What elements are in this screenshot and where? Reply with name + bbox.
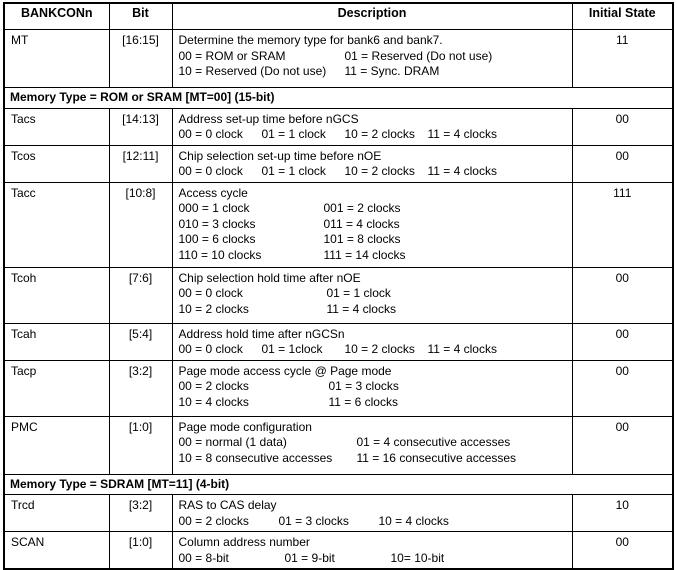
initial-state-value: 10	[572, 495, 673, 532]
option-line	[179, 232, 568, 248]
option-line	[179, 395, 568, 411]
field-description	[172, 360, 572, 416]
option-value: 01 = 3 clocks	[328, 379, 399, 393]
section-divider-row	[4, 474, 673, 495]
field-name: Tcoh	[4, 267, 109, 323]
description-title: RAS to CAS delay	[178, 498, 277, 512]
description-title: Determine the memory type for bank6 and bank7.	[178, 33, 443, 47]
column-header-bankconn: BANKCONn	[4, 3, 109, 30]
option-line	[179, 302, 568, 318]
section-label: Memory Type = ROM or SRAM [MT=00] (15-bit)	[4, 88, 673, 109]
option-value: 11 = 4 clocks	[427, 342, 497, 356]
field-row-pmc	[4, 416, 673, 474]
option-value: 01 = 3 clocks	[278, 513, 349, 528]
bit-range: [1:0]	[109, 416, 172, 474]
column-header-bit: Bit	[109, 3, 172, 30]
table-header-row	[4, 3, 673, 30]
bit-range: [12:11]	[109, 145, 172, 182]
field-row-tcah	[4, 323, 673, 360]
field-name: Trcd	[4, 495, 109, 532]
description-title: Address hold time after nGCSn	[178, 326, 345, 341]
option-value: 00 = 8-bit	[178, 550, 229, 565]
description-title: Chip selection hold time after nOE	[178, 270, 361, 285]
bit-range: [14:13]	[109, 108, 172, 145]
field-name: Tcos	[4, 145, 109, 182]
option-line	[179, 379, 568, 395]
option-line	[179, 435, 568, 451]
field-description	[172, 323, 572, 360]
bit-range: [3:2]	[109, 360, 172, 416]
field-row-tcoh	[4, 267, 673, 323]
field-row-tacs	[4, 108, 673, 145]
field-name: SCAN	[4, 532, 109, 570]
option-value: 00 = 2 clocks	[178, 379, 249, 393]
option-line	[179, 49, 568, 65]
description-title: Page mode access cycle @ Page mode	[178, 363, 392, 378]
section-label: Memory Type = SDRAM [MT=11] (4-bit)	[4, 474, 673, 495]
bit-range: [1:0]	[109, 532, 172, 570]
field-description	[172, 30, 572, 88]
initial-state-value: 00	[572, 532, 673, 570]
section-divider-row	[4, 88, 673, 109]
option-value: 01 = 1 clock	[261, 164, 326, 178]
option-line	[179, 514, 568, 530]
field-row-scan	[4, 532, 673, 570]
field-name: MT	[4, 30, 109, 88]
option-value: 10= 10-bit	[390, 550, 445, 565]
option-line	[179, 451, 568, 467]
initial-state-value: 00	[572, 360, 673, 416]
option-value: 101 = 8 clocks	[323, 232, 401, 246]
field-description	[172, 145, 572, 182]
field-description	[172, 495, 572, 532]
option-value: 11 = Sync. DRAM	[344, 64, 440, 78]
initial-state-value: 00	[572, 267, 673, 323]
bankcon-register-table	[3, 2, 674, 570]
option-value: 11 = 4 clocks	[427, 164, 497, 178]
option-value: 11 = 4 clocks	[326, 301, 396, 316]
initial-state-value: 00	[572, 108, 673, 145]
option-value: 100 = 6 clocks	[178, 232, 256, 246]
field-row-tacc	[4, 182, 673, 267]
option-value: 00 = 0 clock	[178, 127, 243, 141]
bit-range: [16:15]	[109, 30, 172, 88]
option-value: 01 = 1 clock	[261, 127, 326, 141]
column-header-initial-state: Initial State	[572, 3, 673, 30]
option-value: 10 = 2 clocks	[344, 164, 415, 178]
initial-state-value: 00	[572, 323, 673, 360]
option-value: 00 = 0 clock	[178, 286, 243, 300]
field-row-tacp	[4, 360, 673, 416]
option-value: 01 = 1 clock	[326, 286, 391, 300]
bit-range: [10:8]	[109, 182, 172, 267]
option-line	[179, 248, 568, 264]
option-value: 110 = 10 clocks	[178, 247, 262, 262]
option-line	[179, 201, 568, 217]
option-value: 00 = normal (1 data)	[178, 435, 287, 449]
field-description	[172, 532, 572, 570]
field-row-trcd	[4, 495, 673, 532]
option-value: 01 = 9-bit	[284, 550, 335, 565]
field-description	[172, 108, 572, 145]
description-title: Column address number	[178, 535, 310, 549]
description-title: Chip selection set-up time before nOE	[178, 148, 382, 163]
option-value: 10 = Reserved (Do not use)	[178, 64, 327, 78]
option-value: 11 = 4 clocks	[427, 127, 497, 141]
option-value: 001 = 2 clocks	[323, 201, 401, 215]
option-value: 000 = 1 clock	[178, 201, 250, 215]
option-line	[179, 64, 568, 80]
table-body	[4, 30, 673, 570]
option-value: 00 = 0 clock	[178, 164, 243, 178]
column-header-description: Description	[172, 3, 572, 30]
field-name: Tacs	[4, 108, 109, 145]
option-value: 00 = 0 clock	[178, 342, 243, 356]
option-value: 10 = 2 clocks	[344, 342, 415, 356]
description-title: Address set-up time before nGCS	[178, 111, 359, 126]
field-name: Tacp	[4, 360, 109, 416]
option-value: 11 = 6 clocks	[328, 394, 398, 409]
option-line	[179, 127, 568, 143]
option-value: 01 = 4 consecutive accesses	[356, 435, 511, 449]
field-row-mt	[4, 30, 673, 88]
option-value: 010 = 3 clocks	[178, 216, 256, 231]
option-value: 111 = 14 clocks	[323, 247, 406, 262]
option-line	[179, 286, 568, 302]
option-line	[179, 217, 568, 233]
option-value: 011 = 4 clocks	[323, 216, 400, 231]
option-value: 10 = 4 clocks	[178, 394, 249, 409]
option-line	[179, 342, 568, 358]
option-value: 10 = 8 consecutive accesses	[178, 450, 333, 465]
field-description	[172, 416, 572, 474]
initial-state-value: 111	[572, 182, 673, 267]
option-line	[179, 164, 568, 180]
initial-state-value: 00	[572, 145, 673, 182]
option-value: 11 = 16 consecutive accesses	[356, 450, 517, 465]
description-title: Access cycle	[178, 185, 248, 200]
bit-range: [5:4]	[109, 323, 172, 360]
table-header	[4, 3, 673, 30]
option-line	[179, 551, 568, 567]
option-value: 10 = 4 clocks	[378, 513, 449, 528]
field-row-tcos	[4, 145, 673, 182]
option-value: 10 = 2 clocks	[344, 127, 415, 141]
field-name: Tacc	[4, 182, 109, 267]
bit-range: [3:2]	[109, 495, 172, 532]
bit-range: [7:6]	[109, 267, 172, 323]
description-title: Page mode configuration	[178, 419, 312, 434]
option-value: 10 = 2 clocks	[178, 301, 249, 316]
option-value: 01 = Reserved (Do not use)	[344, 48, 493, 63]
option-value: 00 = 2 clocks	[178, 513, 249, 528]
option-value: 01 = 1clock	[261, 342, 323, 356]
initial-state-value: 00	[572, 416, 673, 474]
field-name: PMC	[4, 416, 109, 474]
field-description	[172, 267, 572, 323]
initial-state-value: 11	[572, 30, 673, 88]
field-name: Tcah	[4, 323, 109, 360]
field-description	[172, 182, 572, 267]
option-value: 00 = ROM or SRAM	[178, 48, 286, 63]
